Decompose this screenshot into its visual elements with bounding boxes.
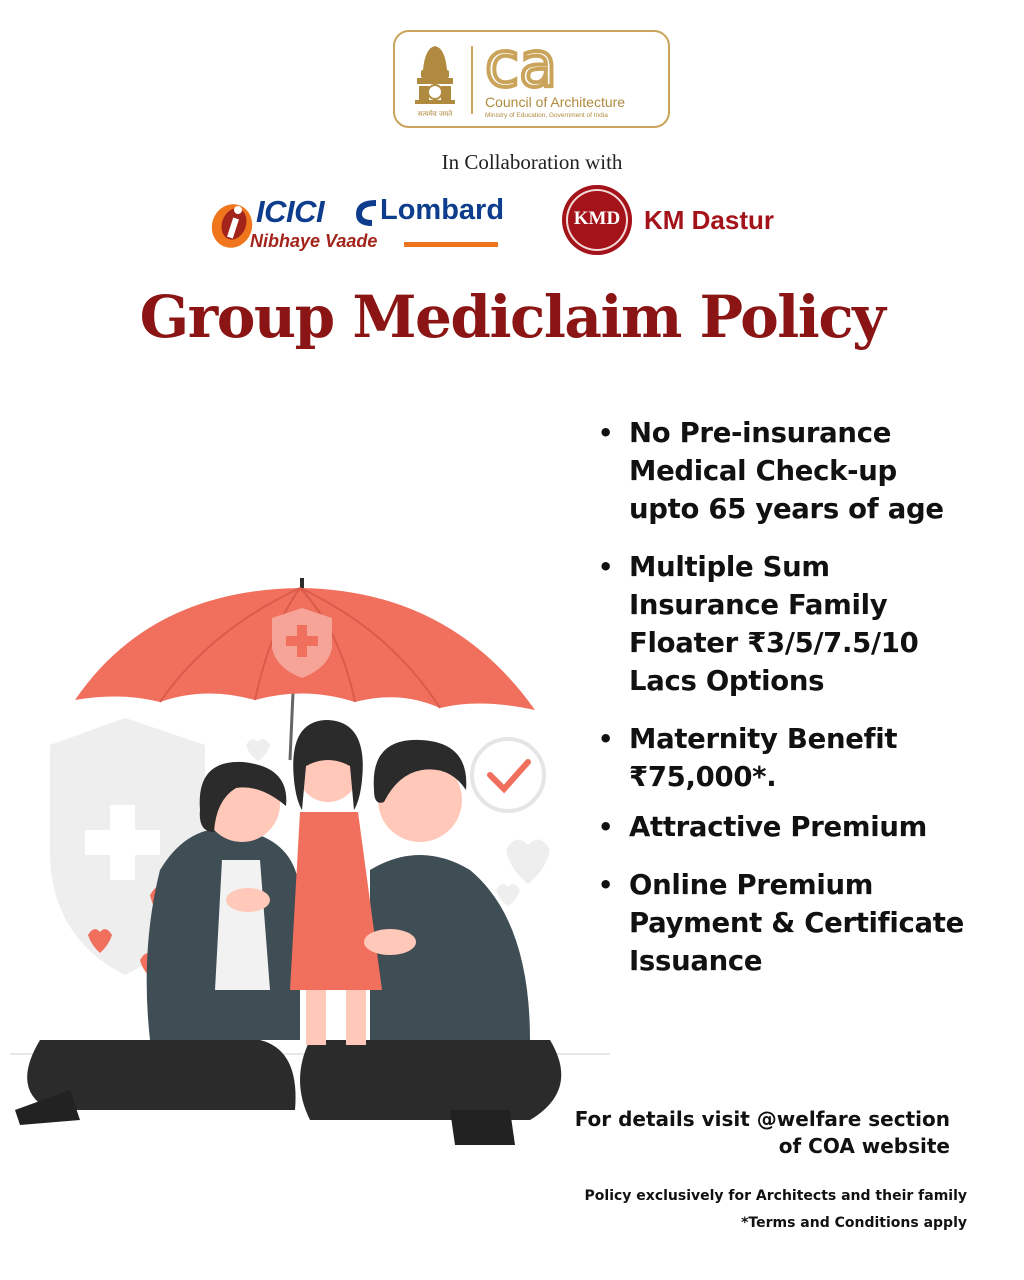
national-emblem-icon xyxy=(413,42,457,120)
lombard-swoosh-icon xyxy=(350,196,380,230)
coa-monogram xyxy=(485,36,585,96)
kmd-name: KM Dastur xyxy=(644,205,775,235)
benefit-line: Insurance Family xyxy=(629,589,888,621)
bullet-icon: • xyxy=(598,553,614,581)
coa-subtitle: Ministry of Education, Government of India xyxy=(485,112,608,119)
benefit-line: upto 65 years of age xyxy=(629,493,944,525)
benefit-item xyxy=(598,808,998,846)
benefit-item xyxy=(598,548,998,700)
kmd-logo xyxy=(562,185,632,255)
benefit-line: Lacs Options xyxy=(629,665,825,697)
badge-divider xyxy=(471,46,473,114)
emblem-caption: सत्यमेव जयते xyxy=(417,110,453,118)
details-line: of COA website xyxy=(778,1134,950,1158)
benefits-list xyxy=(598,414,998,980)
page-title: Group Mediclaim Policy xyxy=(139,283,885,351)
bullet-icon: • xyxy=(598,419,614,447)
benefit-line: Issuance xyxy=(629,945,763,977)
family-umbrella-illustration xyxy=(10,570,610,1150)
details-line: For details visit @welfare section xyxy=(574,1107,950,1131)
svg-text:ca: ca xyxy=(485,36,558,96)
details-note xyxy=(530,1106,950,1160)
bullet-icon: • xyxy=(598,725,614,753)
benefit-item xyxy=(598,414,998,528)
benefit-line: Medical Check-up xyxy=(629,455,897,487)
bullet-icon: • xyxy=(598,871,614,899)
benefit-line: Attractive Premium xyxy=(629,811,927,843)
benefit-line: ₹75,000*. xyxy=(629,761,777,793)
benefit-line: Payment & Certificate xyxy=(629,907,964,939)
coa-name: Council of Architecture xyxy=(485,94,626,110)
lombard-product: Lombard xyxy=(380,194,505,226)
benefit-line: No Pre-insurance xyxy=(629,417,892,449)
coa-logo-badge xyxy=(393,30,670,128)
benefit-line: Floater ₹3/5/7.5/10 xyxy=(629,627,919,659)
icici-brand: ICICI xyxy=(256,194,325,229)
bullet-icon: • xyxy=(598,813,614,841)
collaboration-text: In Collaboration with xyxy=(441,150,623,174)
icici-underline xyxy=(404,242,498,247)
icici-tagline: Nibhaye Vaade xyxy=(250,231,378,251)
benefit-line: Maternity Benefit xyxy=(629,723,898,755)
benefit-item xyxy=(598,720,998,796)
benefit-line: Multiple Sum xyxy=(629,551,830,583)
kmd-badge-text: KMD xyxy=(573,208,621,229)
exclusive-note: Policy exclusively for Architects and their family xyxy=(584,1188,967,1204)
terms-note: *Terms and Conditions apply xyxy=(741,1215,967,1231)
icici-i-icon xyxy=(208,198,256,250)
benefit-line: Online Premium xyxy=(629,869,874,901)
benefit-item xyxy=(598,866,998,980)
